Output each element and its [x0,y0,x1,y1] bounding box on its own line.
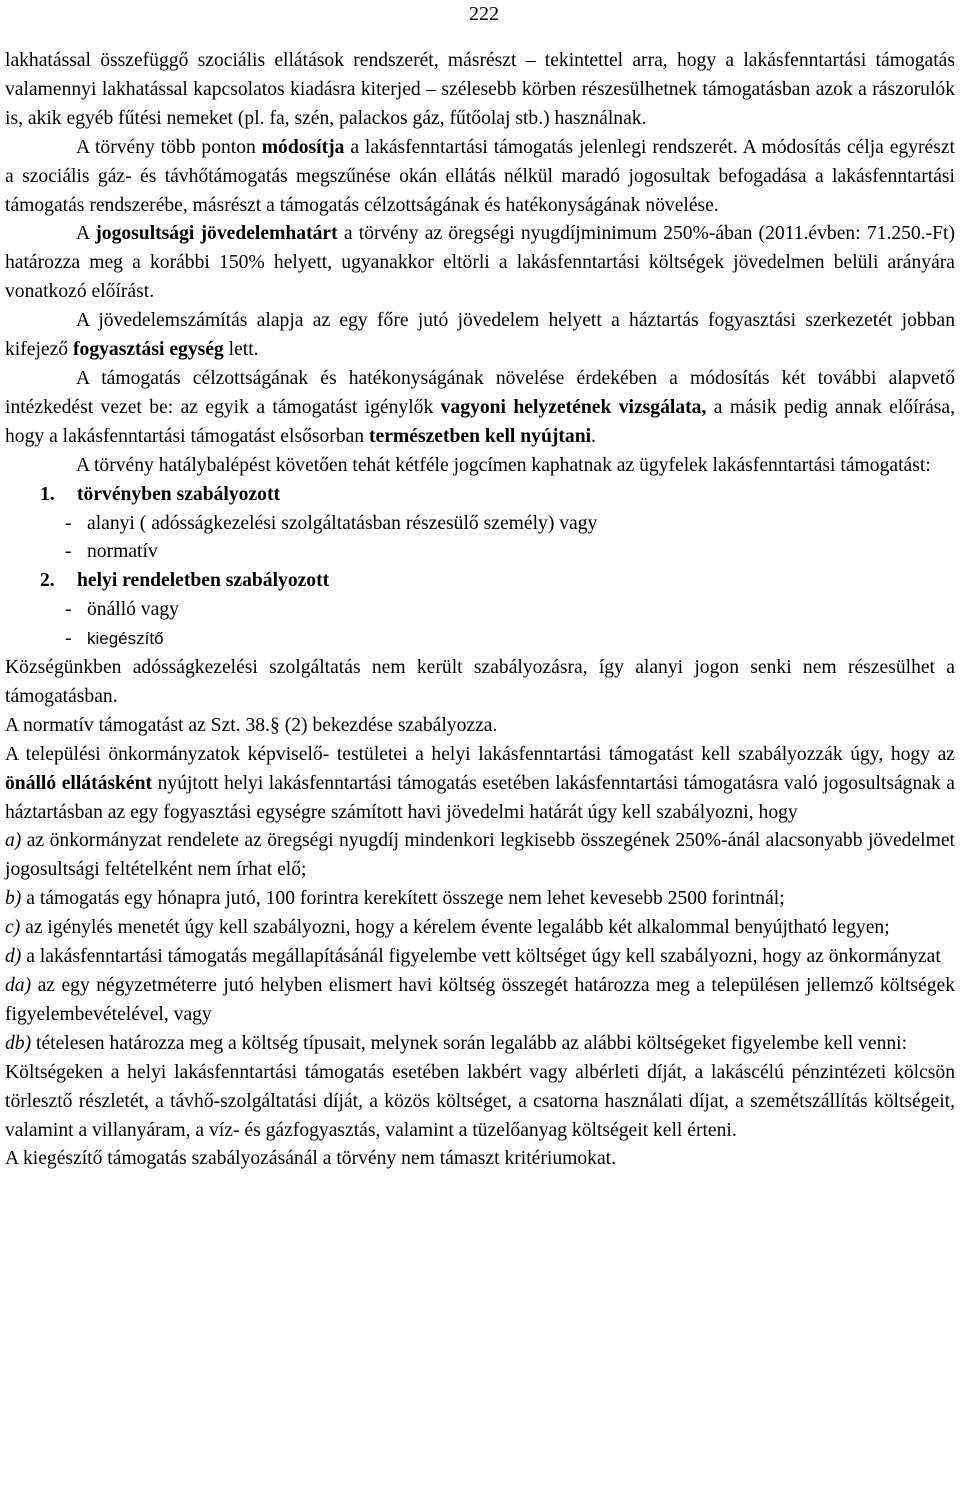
clause-da: da) az egy négyzetméterre jutó helyben elismert havi költség összegét határozza meg a településen jellemző költségek figyelembevételével, vagy [5,975,955,1025]
clause-d: d) a lakásfenntartási támogatás megállapításánál figyelembe vett költséget úgy kell szabályozni, hogy az önkormányzat [5,946,941,968]
list-item: - alanyi ( adósságkezelési szolgáltatásban részesülő személy) vagy [65,512,598,534]
paragraph-intro: lakhatással összefüggő szociális ellátások rendszerét, másrészt – tekintettel arra, hogy a lakásfenntartási támogatás valamennyi lakhatással kapcsolatos kiadásra kiterjed – szélesebb körben részesülhetnek támogatásban azok a rászorulók is, akik egyéb fűtési nemeket (pl. fa, szén, palackos gáz, fűtőolaj stb.) használnak. [5,50,955,129]
paragraph-modification: A törvény több ponton módosítja a lakásfenntartási támogatás jelenlegi rendszerét. A módosítás célja egyrészt a szociális gáz- és távhőtámogatás megszűnése okán ellátás nélkül maradó jogosultak befogadása a lakásfenntartási támogatás rendszerébe, másrészt a támogatás célzottságának és hatékonyságának növelése. [5,136,955,216]
paragraph-costs: Költségeken a helyi lakásfenntartási támogatás esetében lakbért vagy albérleti díját, a lakáscélú pénzintézeti kölcsön törlesztő részletét, a távhő-szolgáltatási díját, a közös költséget, a csatorna használati díjat, a szemétszállítás költségeit, valamint a villanyáram, a víz- és gázfogyasztás, valamint a tüzelőanyag költségeit kell érteni. [5,1061,955,1141]
document-body [5,47,955,1174]
paragraph-income-limit: A jogosultsági jövedelemhatárt a törvény az öregségi nyugdíjminimum 250%-ában (2011.évben: 71.250.-Ft) határozza meg a korábbi 150% helyett, ugyanakkor eltörli a lakásfenntartási költségek jövedelmen belüli arányára vonatkozó előírást. [5,223,956,303]
list-heading-1: 1. törvényben szabályozott [40,483,280,505]
list-item: - önálló vagy [65,599,179,621]
clause-a: a) az önkormányzat rendelete az öregségi nyugdíj mindenkori legkisebb összegének 250%-ánál alacsonyabb jövedelmet jogosultsági feltételként nem írhat elő; [5,830,955,881]
clause-db: db) tételesen határozza meg a költség típusait, melynek során legalább az alábbi költségeket figyelembe kell venni: [5,1032,908,1054]
paragraph-village: Községünkben adósságkezelési szolgáltatás nem került szabályozásra, így alanyi jogon senki nem részesülhet a támogatásban. [5,657,955,707]
paragraph-supplementary: A kiegészítő támogatás szabályozásánál a törvény nem támaszt kritériumokat. [5,1148,617,1170]
list-item: - normatív [65,541,158,563]
paragraph-normative: A normatív támogatást az Szt. 38.§ (2) bekezdése szabályozza. [5,714,498,736]
paragraph-consumption-unit: A jövedelemszámítás alapja az egy főre jutó jövedelem helyett a háztartás fogyasztási szerkezetét jobban kifejező fogyasztási egység lett. [5,310,955,361]
page-number: 222 [469,3,499,25]
clause-b: b) a támogatás egy hónapra jutó, 100 forintra kerekített összege nem lehet kevesebb 2500 forintnál; [5,888,785,910]
paragraph-local-gov: A települési önkormányzatok képviselő- testületei a helyi lakásfenntartási támogatást kell szabályozzák úgy, hogy az önálló ellátásként nyújtott helyi lakásfenntartási támogatás esetében lakásfenntartási támogatásra való jogosultságnak a háztartásban az egy fogyasztási egységre számított havi jövedelmi határát úgy kell szabályozni, hogy [5,743,955,823]
list-heading-2: 2. helyi rendeletben szabályozott [40,570,330,592]
paragraph-two-titles: A törvény hatálybalépést követően tehát kétféle jogcímen kaphatnak az ügyfelek lakásfenntartási támogatást: [76,454,931,476]
clause-c: c) az igénylés menetét úgy kell szabályozni, hogy a kérelem évente legalább két alkalommal benyújtható legyen; [5,917,890,939]
list-item: - kiegészítő [65,628,164,650]
paragraph-targeting: A támogatás célzottságának és hatékonyságának növelése érdekében a módosítás két további alapvető intézkedést vezet be: az egyik a támogatást igénylők vagyoni helyzetének vizsgálata, a másik pedig annak előírása, hogy a lakásfenntartási támogatást elsősorban természetben kell nyújtani. [5,367,955,447]
